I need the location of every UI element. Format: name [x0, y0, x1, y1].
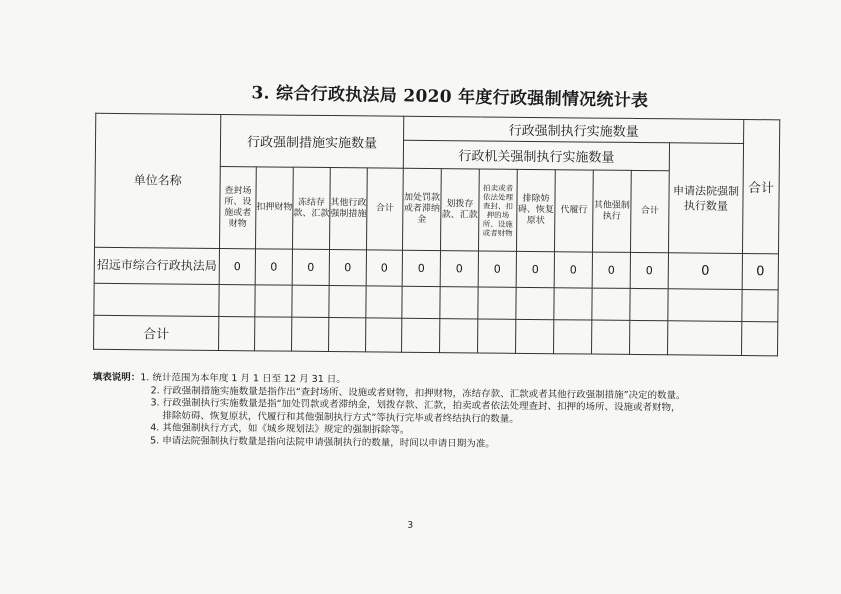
note-line: 4. 其他强制执行方式，如《城乡规划法》规定的强制拆除等。: [150, 422, 410, 436]
notes-label: 填表说明：: [92, 371, 141, 384]
page-title: 3. 综合行政执法局 2020 年度行政强制情况统计表: [251, 83, 649, 112]
exec-col-auction: 拍卖或者依法处理查封、扣押的场所、设施或者财物: [478, 169, 517, 251]
value-cell: 0: [366, 250, 402, 286]
measure-col-subtotal: 合计: [366, 168, 403, 250]
execution-header: 行政强制执行实施数量: [404, 116, 744, 143]
value-cell: 0: [478, 251, 516, 287]
value-cell: 0: [329, 250, 366, 286]
value-cell: 0: [219, 248, 255, 284]
value-cell: 0: [554, 252, 592, 288]
value-cell: 0: [516, 251, 554, 287]
value-cell: 0: [440, 251, 478, 287]
measure-col-seal: 查封场所、设施或者财物: [220, 166, 257, 248]
page-number: 3: [407, 520, 414, 531]
unit-name-cell: 招远市综合行政执法局: [94, 247, 219, 284]
note-line: 3. 行政强制执行实施数量是指“加处罚款或者滞纳金，划拨存款、汇款，拍卖或者依法处理查封、扣押的场所、设施或者财物，: [150, 397, 681, 414]
measure-col-freeze: 冻结存款、汇款: [293, 167, 331, 249]
value-cell: 0: [668, 253, 742, 290]
court-execution-header: 申请法院强制执行数量: [668, 143, 743, 254]
exec-col-fine: 加处罚款或者滞纳金: [402, 168, 441, 250]
value-cell: 0: [402, 250, 440, 286]
exec-col-substitute: 代履行: [554, 170, 593, 252]
value-cell: 0: [292, 249, 329, 285]
exec-col-subtotal: 合计: [630, 170, 669, 252]
total-label: 合计: [94, 315, 219, 350]
grand-total-header: 合计: [742, 120, 779, 254]
value-cell: 0: [742, 253, 778, 289]
note-line: 排除妨碍、恢复原状，代履行和其他强制执行方式”等执行完毕或者终结执行的数量。: [162, 409, 519, 425]
table-row-total: [94, 315, 778, 356]
measures-header: 行政强制措施实施数量: [220, 114, 403, 168]
notes: [92, 372, 686, 453]
value-cell: 0: [630, 252, 668, 288]
measure-col-seize: 扣押财物: [256, 167, 294, 249]
note-text: 1. 统计范围为本年度 1 月 1 日至 12 月 31 日。: [140, 372, 346, 386]
measure-col-other: 其他行政强制措施: [329, 168, 367, 250]
unit-name-header: 单位名称: [95, 113, 221, 248]
note-line: 5. 申请法院强制执行数量是指向法院申请强制执行的数量，时间以申请日期为准。: [150, 434, 495, 450]
value-cell: 0: [592, 252, 630, 288]
value-cell: 0: [255, 249, 292, 285]
statistics-table: [93, 113, 780, 357]
exec-col-transfer: 划拨存款、汇款: [440, 169, 479, 251]
note-line: 2. 行政强制措施实施数量是指作出“查封场所、设施或者财物，扣押财物，冻结存款、汇款或者其他行政强制措施”决定的数量。: [150, 384, 686, 401]
agency-execution-header: 行政机关强制执行实施数量: [403, 140, 669, 171]
exec-col-other: 其他强制执行: [592, 170, 631, 252]
exec-col-remove: 排除妨碍、恢复原状: [516, 169, 555, 251]
